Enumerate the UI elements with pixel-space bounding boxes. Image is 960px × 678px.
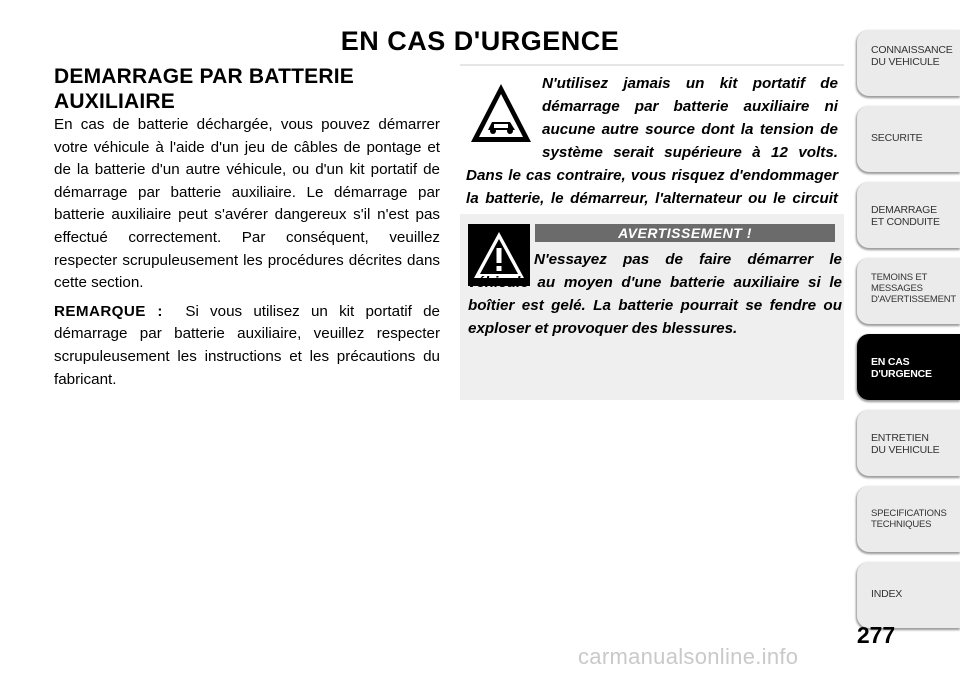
intro-paragraph: En cas de batterie déchargée, vous pouvez démarrer votre véhicule à l'aide d'un jeu de câbles de pontage et de la batterie d'un autre véhicule, ou d'un kit portatif de démarrage par batterie auxiliaire. Le démarrage par batterie auxiliaire peut s'avérer dangereux s'il n'est pas effectué correctement. Par conséquent, veuillez respecter scrupuleusement les procédures décrites dans cette section. (54, 116, 440, 292)
section-heading-line1: DEMARRAGE PAR BATTERIE (54, 65, 354, 88)
car-warning-triangle-icon (468, 80, 534, 146)
tab-label: CONNAISSANCE (871, 44, 953, 56)
note-paragraph (54, 301, 440, 391)
warning-text-block (468, 248, 842, 340)
tab-securite[interactable] (857, 106, 960, 172)
tab-label: TECHNIQUES (871, 519, 932, 530)
right-column (460, 64, 844, 337)
tab-label: MESSAGES (871, 283, 923, 294)
tab-label: SECURITE (871, 132, 923, 144)
left-column (54, 64, 440, 397)
tab-label: D'AVERTISSEMENT (871, 294, 957, 305)
page-number: 277 (856, 622, 896, 648)
caution-box (460, 64, 844, 233)
tab-label: DU VEHICULE (871, 56, 940, 68)
tab-label: ET CONDUITE (871, 216, 940, 228)
tab-label: ENTRETIEN (871, 432, 929, 444)
tab-temoins-et-messages[interactable] (857, 258, 960, 324)
tab-label: SPECIFICATIONS (871, 508, 947, 519)
warning-text: N'essayez pas de faire démarrer le véhicule au moyen d'une batterie auxiliaire si le boîtier est gelé. La batterie pourrait se fendre ou exploser et provoquer des blessures. (468, 251, 842, 337)
page-title: EN CAS D'URGENCE (340, 26, 620, 56)
chapter-tabs (857, 30, 960, 638)
tab-connaissance-du-vehicule[interactable] (857, 30, 960, 96)
tab-index[interactable] (857, 562, 960, 628)
tab-en-cas-d-urgence[interactable] (857, 334, 960, 400)
tab-label: DEMARRAGE (871, 204, 937, 216)
note-text: Si vous utilisez un kit portatif de démarrage par batterie auxiliaire, veuillez respecter scrupuleusement les instructions et les précautions du fabricant. (54, 302, 440, 388)
watermark: carmanualsonline.info (578, 644, 799, 669)
tab-entretien-du-vehicule[interactable] (857, 410, 960, 476)
caution-text: N'utilisez jamais un kit portatif de démarrage par batterie auxiliaire ni aucune autre source dont la tension de système serait supérieure à 12 volts. Dans le cas contraire, vous risquez d'endommager la batterie, le démarreur, l'alternateur ou le circuit (466, 75, 838, 207)
warning-header: AVERTISSEMENT ! (535, 224, 835, 242)
section-heading (54, 64, 440, 114)
tab-label: EN CAS (871, 356, 910, 368)
tab-demarrage-et-conduite[interactable] (857, 182, 960, 248)
section-heading-line2: AUXILIAIRE (54, 90, 176, 113)
tab-label: D'URGENCE (871, 368, 932, 380)
note-label: REMARQUE : (54, 302, 163, 320)
tab-label: DU VEHICULE (871, 444, 940, 456)
tab-label: TEMOINS ET (871, 272, 928, 283)
tab-label: INDEX (871, 588, 903, 600)
tab-specifications-techniques[interactable] (857, 486, 960, 552)
